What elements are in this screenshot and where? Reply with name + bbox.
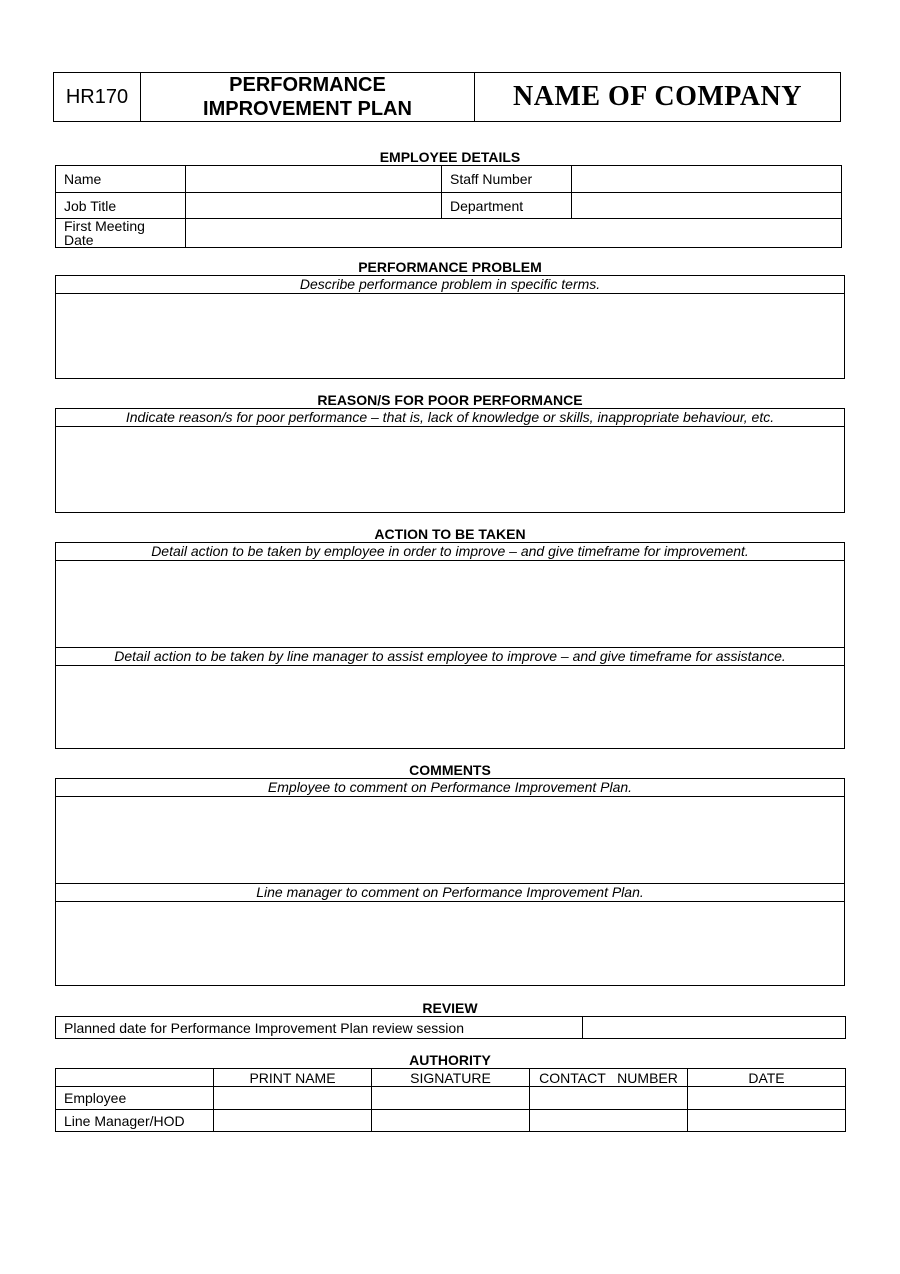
authority-col-date: DATE <box>688 1069 846 1087</box>
name-label: Name <box>56 166 186 193</box>
comments-employee-instruction: Employee to comment on Performance Improvement Plan. <box>56 779 844 797</box>
company-name: NAME OF COMPANY <box>512 81 802 112</box>
department-field[interactable] <box>572 193 842 219</box>
performance-problem-title: PERFORMANCE PROBLEM <box>358 259 542 275</box>
review-date-label: Planned date for Performance Improvement Plan review session <box>56 1017 583 1039</box>
comments-manager-instruction: Line manager to comment on Performance Improvement Plan. <box>56 883 844 902</box>
action-manager-field[interactable] <box>56 666 844 751</box>
reasons-title: REASON/S FOR POOR PERFORMANCE <box>317 392 583 408</box>
employee-date-field[interactable] <box>688 1087 846 1110</box>
comments-title: COMMENTS <box>409 762 491 778</box>
action-employee-field[interactable] <box>56 561 844 647</box>
performance-problem-field[interactable] <box>56 294 844 379</box>
form-header <box>53 72 841 122</box>
performance-problem-instruction: Describe performance problem in specific terms. <box>56 276 844 294</box>
authority-title: AUTHORITY <box>409 1052 491 1068</box>
manager-date-field[interactable] <box>688 1110 846 1132</box>
action-employee-instruction: Detail action to be taken by employee in order to improve – and give timeframe for improvement. <box>56 543 844 561</box>
form-title-line2: IMPROVEMENT PLAN <box>203 98 412 120</box>
authority-col-contact-number: CONTACT NUMBER <box>530 1069 688 1087</box>
review-title: REVIEW <box>422 1000 478 1016</box>
action-manager-instruction: Detail action to be taken by line manager to assist employee to improve – and give timeframe for assistance. <box>56 647 844 666</box>
authority-col-print-name: PRINT NAME <box>214 1069 372 1087</box>
authority-header-row <box>56 1069 846 1087</box>
reasons-box <box>55 408 845 513</box>
review-table <box>55 1016 846 1039</box>
action-box <box>55 542 845 749</box>
action-title: ACTION TO BE TAKEN <box>374 526 526 542</box>
name-field[interactable] <box>186 166 442 193</box>
comments-manager-field[interactable] <box>56 902 844 988</box>
department-label: Department <box>442 193 572 219</box>
comments-employee-field[interactable] <box>56 797 844 883</box>
performance-problem-box <box>55 275 845 379</box>
authority-row-employee <box>56 1087 846 1110</box>
authority-row-line-manager <box>56 1110 846 1132</box>
authority-row-label: Employee <box>56 1087 214 1110</box>
authority-col-blank <box>56 1069 214 1087</box>
authority-col-signature: SIGNATURE <box>372 1069 530 1087</box>
form-title <box>141 73 475 121</box>
reasons-instruction: Indicate reason/s for poor performance – that is, lack of knowledge or skills, inappropriate behaviour, etc. <box>56 409 844 427</box>
employee-contact-number-field[interactable] <box>530 1087 688 1110</box>
employee-details-title: EMPLOYEE DETAILS <box>379 149 521 165</box>
comments-box <box>55 778 845 986</box>
manager-signature-field[interactable] <box>372 1110 530 1132</box>
employee-details-table <box>55 165 842 248</box>
staff-number-label: Staff Number <box>442 166 572 193</box>
review-date-field[interactable] <box>583 1017 846 1039</box>
job-title-label: Job Title <box>56 193 186 219</box>
employee-print-name-field[interactable] <box>214 1087 372 1110</box>
reasons-field[interactable] <box>56 427 844 513</box>
manager-print-name-field[interactable] <box>214 1110 372 1132</box>
form-code: HR170 <box>54 73 141 121</box>
manager-contact-number-field[interactable] <box>530 1110 688 1132</box>
employee-signature-field[interactable] <box>372 1087 530 1110</box>
authority-row-label: Line Manager/HOD <box>56 1110 214 1132</box>
first-meeting-field[interactable] <box>186 219 842 248</box>
staff-number-field[interactable] <box>572 166 842 193</box>
job-title-field[interactable] <box>186 193 442 219</box>
authority-table <box>55 1068 846 1132</box>
form-title-line1: PERFORMANCE <box>229 74 386 96</box>
first-meeting-label: First Meeting Date <box>56 219 186 248</box>
